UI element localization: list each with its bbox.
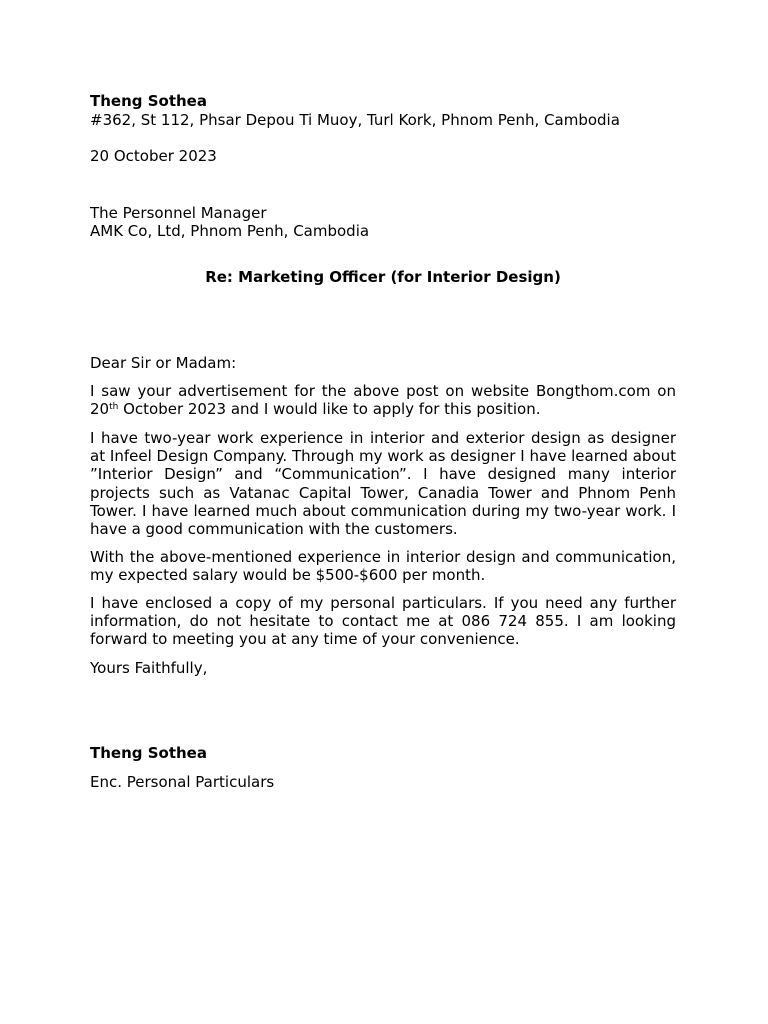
paragraph-1-part-a: I saw your advertisement for the above post on website Bongthom.com on 20	[90, 382, 676, 419]
sender-name: Theng Sothea	[90, 92, 207, 110]
paragraph-4: I have enclosed a copy of my personal particulars. If you need any further information, do not hesitate to contact me at 086 724 855. I am looking forward to meeting you at any time of your convenience.	[90, 594, 676, 649]
recipient-company: AMK Co, Ltd, Phnom Penh, Cambodia	[90, 222, 370, 240]
ordinal-suffix: th	[109, 402, 119, 413]
subject-line: Re: Marketing Officer (for Interior Design)	[205, 268, 561, 286]
paragraph-2: I have two-year work experience in interior and exterior design as designer at Infeel Design Company. Through my work as designer I have learned about ”Interior Design” and “Communication”. I have designed many interior projects such as Vatanac Capital Tower, Canadia Tower and Phnom Penh Tower. I have learned much about communication during my two-year work. I have a good communication with the customers.	[90, 429, 676, 539]
salutation: Dear Sir or Madam:	[90, 354, 237, 372]
signature-name: Theng Sothea	[90, 744, 207, 762]
paragraph-1	[90, 382, 676, 418]
letter-date: 20 October 2023	[90, 147, 217, 165]
enclosure-note: Enc. Personal Particulars	[90, 773, 275, 791]
sender-address: #362, St 112, Phsar Depou Ti Muoy, Turl Kork, Phnom Penh, Cambodia	[90, 111, 620, 129]
closing: Yours Faithfully,	[90, 659, 208, 677]
paragraph-1-part-b: October 2023 and I would like to apply for this position.	[118, 400, 541, 419]
recipient-title: The Personnel Manager	[90, 204, 267, 222]
paragraph-3: With the above-mentioned experience in interior design and communication, my expected salary would be $500-$600 per month.	[90, 548, 676, 585]
